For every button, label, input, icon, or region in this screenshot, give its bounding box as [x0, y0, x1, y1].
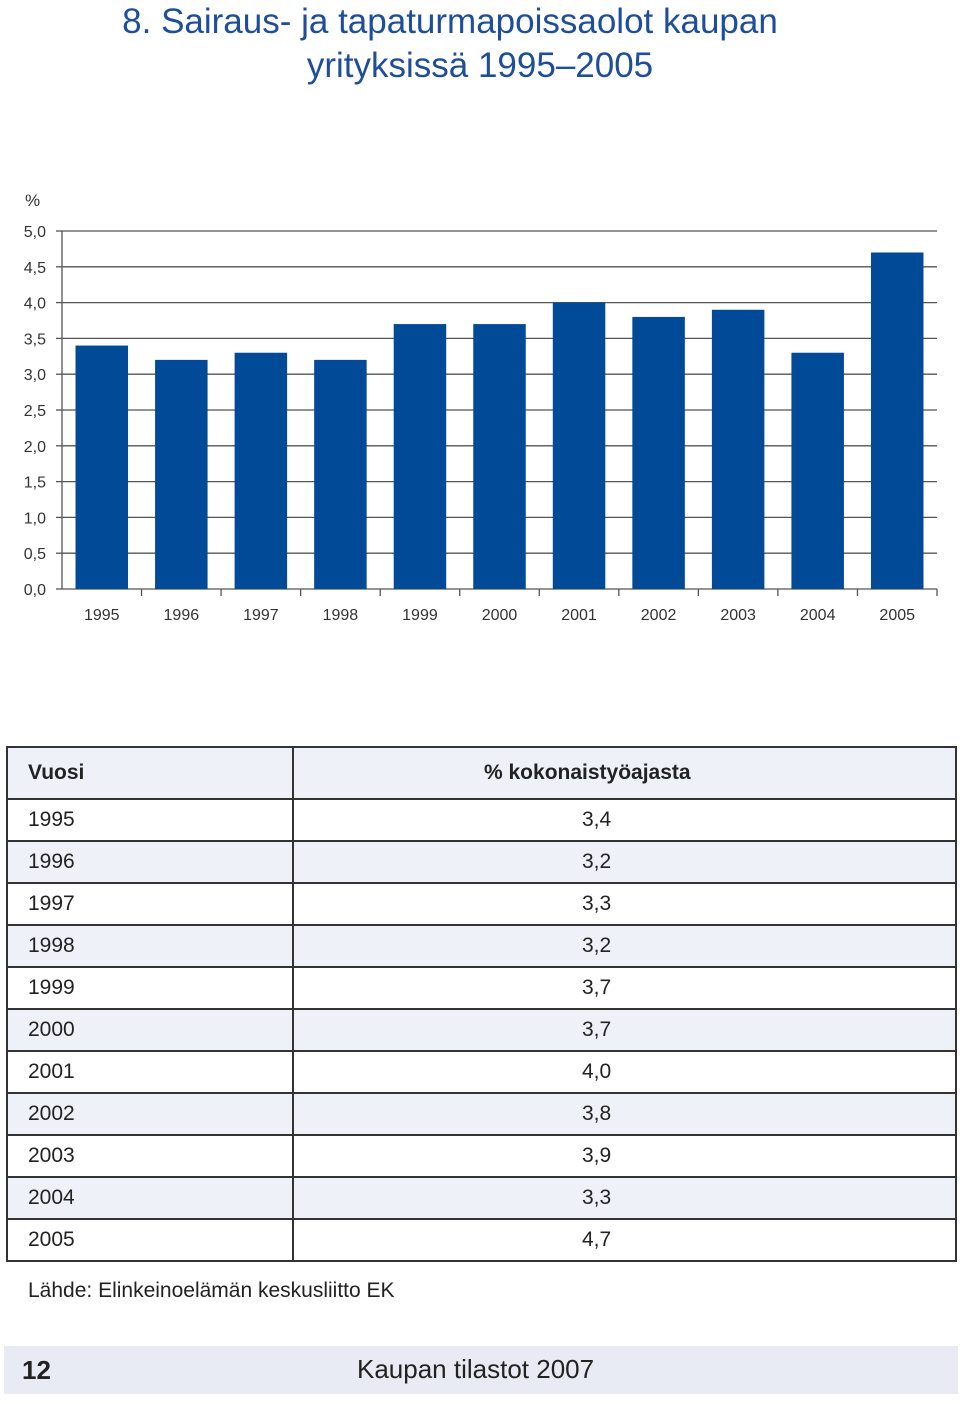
y-tick-label: 2,5: [23, 403, 46, 420]
table-row: [7, 841, 956, 883]
page-footer: [4, 1346, 958, 1394]
x-tick-label: 1995: [83, 607, 120, 624]
x-tick-label: 1997: [243, 607, 279, 624]
x-tick-label: 1999: [402, 607, 438, 624]
title-line-1: 8. Sairaus- ja tapaturmapoissaolot kaupan: [122, 2, 778, 41]
cell-percent: 3,7: [293, 967, 956, 1009]
table-row: [7, 1177, 956, 1219]
cell-year: 2005: [7, 1219, 293, 1261]
x-tick-label: 2001: [561, 607, 597, 624]
cell-percent: 3,2: [293, 841, 956, 883]
header-year: Vuosi: [7, 747, 293, 799]
cell-percent: 3,2: [293, 925, 956, 967]
title-line-2: yrityksissä 1995–2005: [306, 46, 654, 85]
table-row: [7, 1135, 956, 1177]
y-tick-label: 0,5: [23, 546, 46, 564]
x-tick-label: 2004: [799, 607, 836, 624]
bar-1995: [76, 346, 129, 589]
y-tick-label: 4,5: [23, 259, 46, 277]
table-row: [7, 925, 956, 967]
y-tick-label: 4,0: [23, 295, 46, 313]
bar-2000: [473, 324, 526, 589]
x-tick-label: 2000: [481, 607, 518, 624]
cell-year: 2002: [7, 1093, 293, 1135]
cell-percent: 3,8: [293, 1093, 956, 1135]
page-number: 12: [22, 1355, 51, 1385]
cell-year: 2001: [7, 1051, 293, 1093]
table-header-row: [7, 747, 956, 799]
table-row: [7, 967, 956, 1009]
bar-1997: [235, 353, 288, 589]
table-row: [7, 799, 956, 841]
cell-year: 1998: [7, 925, 293, 967]
cell-year: 1996: [7, 841, 293, 883]
bar-2003: [712, 310, 765, 589]
cell-percent: 3,7: [293, 1009, 956, 1051]
x-tick-label: 1996: [163, 607, 200, 624]
cell-percent: 3,4: [293, 799, 956, 841]
cell-percent: 3,3: [293, 1177, 956, 1219]
source-note: Lähde: Elinkeinoelämän keskusliitto EK: [28, 1279, 395, 1302]
bar-chart: [0, 170, 960, 640]
cell-year: 1999: [7, 967, 293, 1009]
cell-year: 1995: [7, 799, 293, 841]
table-row: [7, 883, 956, 925]
y-tick-label: 3,5: [23, 331, 46, 349]
y-tick-label: 1,0: [23, 510, 46, 528]
x-tick-label: 2002: [640, 607, 677, 624]
cell-year: 1997: [7, 883, 293, 925]
cell-percent: 4,7: [293, 1219, 956, 1261]
y-tick-label: 3,0: [23, 367, 46, 385]
bar-1996: [155, 360, 208, 589]
cell-percent: 3,3: [293, 883, 956, 925]
table-row: [7, 1009, 956, 1051]
data-table: [6, 746, 957, 1262]
cell-year: 2000: [7, 1009, 293, 1051]
cell-percent: 3,9: [293, 1135, 956, 1177]
x-tick-label: 2003: [720, 607, 756, 624]
cell-year: 2003: [7, 1135, 293, 1177]
table-row: [7, 1051, 956, 1093]
y-tick-label: 2,0: [23, 438, 46, 456]
bar-2004: [791, 353, 844, 589]
y-unit-label: %: [25, 191, 41, 210]
bar-2005: [871, 252, 924, 589]
bar-2001: [553, 303, 606, 589]
bar-2002: [632, 317, 685, 589]
bar-1998: [314, 360, 367, 589]
cell-year: 2004: [7, 1177, 293, 1219]
header-percent: % kokonaistyöajasta: [293, 747, 956, 799]
table-row: [7, 1093, 956, 1135]
x-tick-label: 2005: [879, 607, 916, 624]
bar-1999: [394, 324, 447, 589]
cell-percent: 4,0: [293, 1051, 956, 1093]
publication-name: Kaupan tilastot 2007: [357, 1354, 595, 1384]
page-title: [0, 0, 960, 88]
y-tick-label: 5,0: [23, 224, 46, 241]
table-row: [7, 1219, 956, 1261]
y-tick-label: 1,5: [23, 474, 46, 492]
x-tick-label: 1998: [322, 607, 359, 624]
y-tick-label: 0,0: [23, 582, 46, 599]
